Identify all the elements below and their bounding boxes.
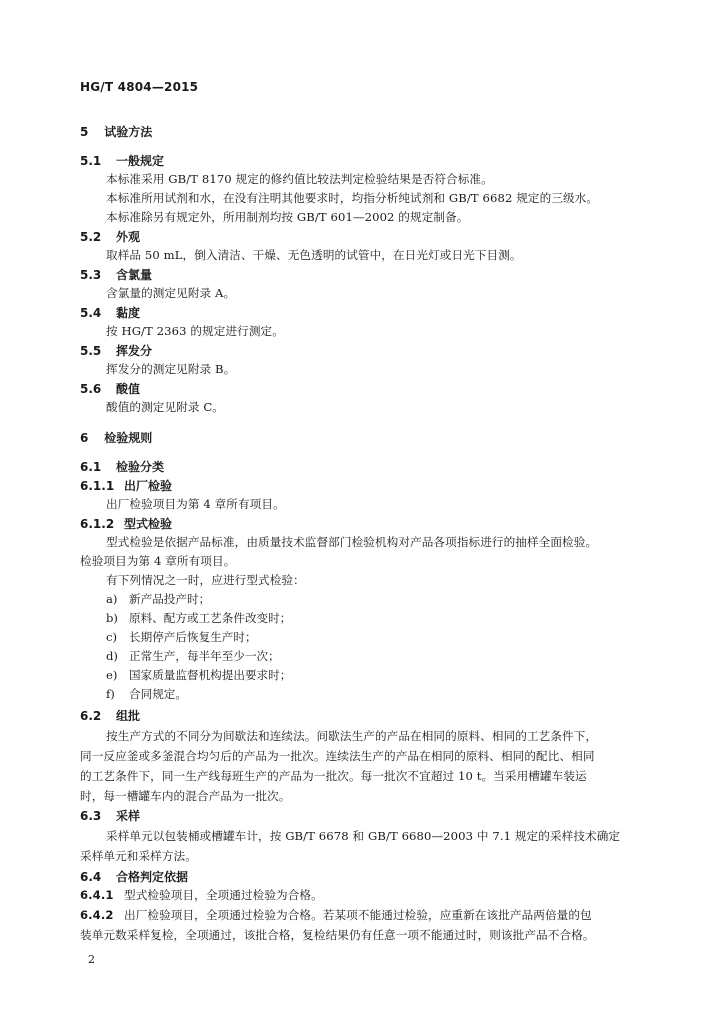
paragraph: 本标准采用 GB/T 8170 规定的修约值比较法判定检验结果是否符合标准。 (106, 172, 493, 186)
paragraph: 挥发分的测定见附录 B。 (106, 362, 236, 376)
section-5-heading (80, 123, 152, 140)
paragraph: 出厂检验项目为第 4 章所有项目。 (106, 497, 285, 511)
list-item (106, 686, 187, 702)
clause-6-2-heading (80, 707, 140, 724)
clause-number: 6.3 (80, 809, 102, 823)
clause-5-2-heading (80, 228, 140, 245)
clause-title: 挥发分 (116, 344, 153, 358)
clause-title: 采样 (116, 809, 141, 823)
list-marker: a) (106, 592, 118, 606)
clause-title: 检验分类 (116, 460, 165, 474)
clause-title: 一般规定 (116, 154, 165, 168)
paragraph: 时，每一槽罐车内的混合产品为一批次。 (80, 789, 291, 803)
clause-title: 黏度 (116, 306, 141, 320)
paragraph: 含氯量的测定见附录 A。 (106, 286, 236, 300)
clause-6-3-heading (80, 807, 140, 824)
list-text: 原料、配方或工艺条件改变时； (129, 611, 292, 625)
list-text: 长期停产后恢复生产时； (129, 630, 257, 644)
clause-number: 6.4.1 (80, 888, 114, 902)
list-marker: d) (106, 649, 118, 663)
clause-number: 6.1.1 (80, 479, 115, 493)
list-item (106, 591, 210, 607)
clause-title: 含氯量 (116, 268, 153, 282)
clause-6-4-2 (80, 907, 592, 923)
clause-title: 酸值 (116, 382, 141, 396)
paragraph: 本标准除另有规定外，所用制剂均按 GB/T 601—2002 的规定制备。 (106, 210, 469, 224)
clause-title: 外观 (116, 230, 141, 244)
paragraph: 取样品 50 mL，倒入清洁、干燥、无色透明的试管中，在日光灯或日光下目测。 (106, 248, 522, 262)
list-marker: c) (106, 630, 118, 644)
section-number: 6 (80, 431, 89, 445)
clause-6-1-2-heading (80, 515, 172, 532)
paragraph: 采样单元和采样方法。 (80, 849, 197, 863)
clause-6-4-heading (80, 868, 188, 885)
paragraph: 型式检验是依据产品标准，由质量技术监督部门检验机构对产品各项指标进行的抽样全面检验。 (106, 535, 598, 549)
list-text: 合同规定。 (129, 687, 187, 701)
clause-number: 5.1 (80, 154, 102, 168)
clause-number: 6.4 (80, 870, 102, 884)
clause-number: 5.4 (80, 306, 102, 320)
paragraph: 同一反应釜或多釜混合均匀后的产品为一批次。连续法生产的产品在相同的原料、相同的配比、相同 (80, 749, 595, 763)
list-item (106, 667, 291, 683)
standard-code-header: HG/T 4804—2015 (80, 80, 199, 94)
clause-number: 5.5 (80, 344, 102, 358)
paragraph: 有下列情况之一时，应进行型式检验： (106, 573, 305, 587)
paragraph: 采样单元以包装桶或槽罐车计，按 GB/T 6678 和 GB/T 6680—2003 中 7.1 规定的采样技术确定 (106, 829, 621, 843)
list-marker: e) (106, 668, 118, 682)
section-title: 检验规则 (104, 431, 153, 445)
page-number: 2 (88, 953, 95, 966)
paragraph: 按 HG/T 2363 的规定进行测定。 (106, 324, 284, 338)
section-number: 5 (80, 125, 89, 139)
clause-title: 合格判定依据 (116, 870, 189, 884)
clause-6-1-heading (80, 458, 164, 475)
list-item (106, 648, 280, 664)
clause-6-4-1 (80, 887, 323, 903)
clause-title: 出厂检验 (124, 479, 173, 493)
paragraph: 的工艺条件下，同一生产线每班生产的产品为一批次。每一批次不宜超过 10 t。当采用槽罐车装运 (80, 769, 587, 783)
clause-number: 5.2 (80, 230, 102, 244)
clause-text: 型式检验项目，全项通过检验为合格。 (124, 888, 323, 902)
clause-number: 6.1.2 (80, 517, 115, 531)
clause-title: 组批 (116, 709, 141, 723)
clause-number: 6.1 (80, 460, 102, 474)
clause-number: 5.3 (80, 268, 102, 282)
clause-5-4-heading (80, 304, 140, 321)
list-text: 正常生产，每半年至少一次； (129, 649, 280, 663)
paragraph: 本标准所用试剂和水，在没有注明其他要求时，均指分析纯试剂和 GB/T 6682 规定的三级水。 (106, 191, 599, 205)
clause-5-3-heading (80, 266, 152, 283)
clause-number: 5.6 (80, 382, 102, 396)
list-marker: b) (106, 611, 118, 625)
list-marker: f) (106, 687, 115, 701)
clause-5-6-heading (80, 380, 140, 397)
clause-5-5-heading (80, 342, 152, 359)
list-item (106, 610, 291, 626)
clause-text: 出厂检验项目，全项通过检验为合格。若某项不能通过检验，应重新在该批产品两倍量的包 (124, 908, 592, 922)
clause-6-1-1-heading (80, 477, 172, 494)
section-6-heading (80, 429, 152, 446)
clause-5-1-heading (80, 152, 164, 169)
paragraph: 装单元数采样复检，全项通过，该批合格，复检结果仍有任意一项不能通过时，则该批产品不合格。 (80, 928, 595, 942)
clause-title: 型式检验 (124, 517, 173, 531)
list-text: 新产品投产时； (129, 592, 211, 606)
list-text: 国家质量监督机构提出要求时； (129, 668, 292, 682)
section-title: 试验方法 (104, 125, 153, 139)
paragraph: 酸值的测定见附录 C。 (106, 400, 225, 414)
list-item (106, 629, 257, 645)
clause-number: 6.2 (80, 709, 102, 723)
paragraph: 检验项目为第 4 章所有项目。 (80, 554, 236, 568)
paragraph: 按生产方式的不同分为间歇法和连续法。间歇法生产的产品在相同的原料、相同的工艺条件下， (106, 729, 598, 743)
clause-number: 6.4.2 (80, 908, 114, 922)
